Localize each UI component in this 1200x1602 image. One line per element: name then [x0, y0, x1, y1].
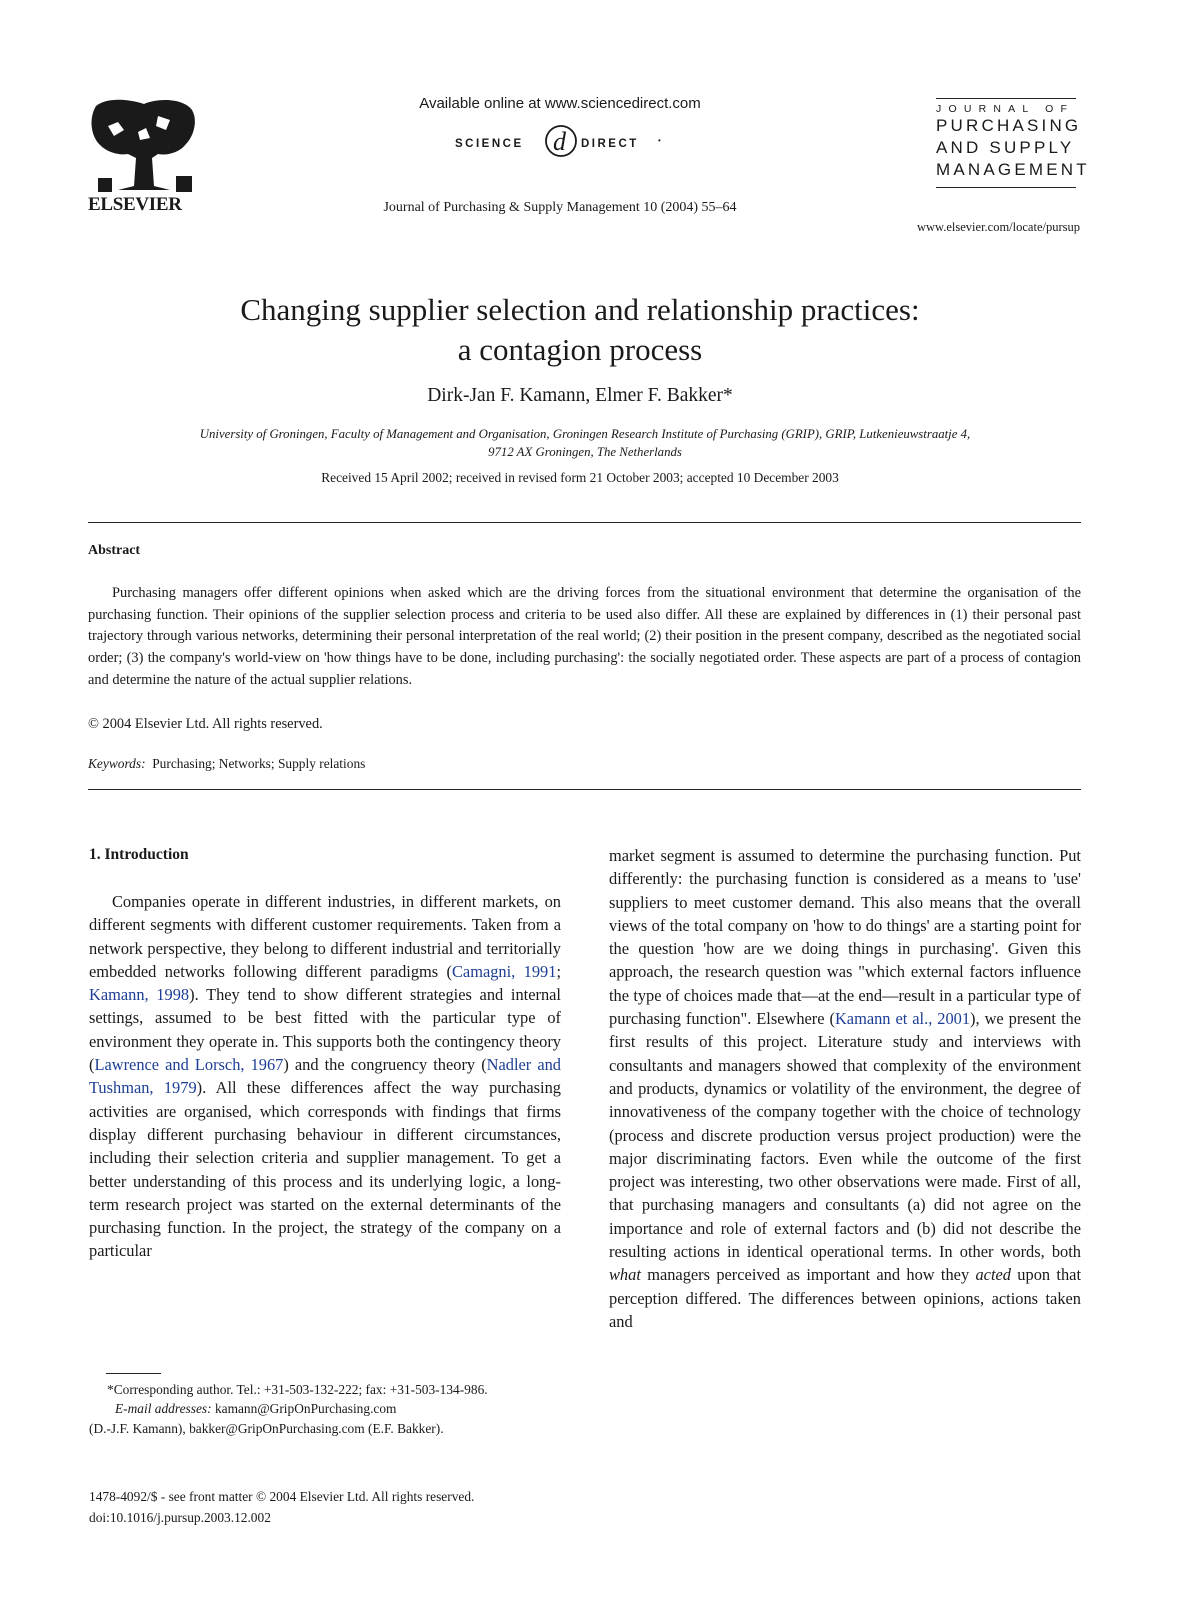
footnote-emails: [89, 1399, 561, 1418]
footnote-emails-line2: (D.-J.F. Kamann), bakker@GripOnPurchasing.com (E.F. Bakker).: [89, 1420, 444, 1436]
received-dates: Received 15 April 2002; received in revised form 21 October 2003; accepted 10 December 2003: [321, 470, 839, 485]
abstract-body: Purchasing managers offer different opinions when asked which are the driving forces from the situational environment that determine the organisation of the purchasing function. Their opinions of the supplier selection process and criteria to be used also differ. All these are explained by differences in (1) their personal past trajectory through various networks, determining their personal interpretation of the real world; (2) their position in the present company, described as the negotiated social order; (3) the company's world-view on 'how things have to be done, including purchasing': the socially negotiated order. These aspects are part of a process of contagion and determine the nature of the actual supplier relations.: [88, 585, 1081, 688]
continued-paragraph: [609, 844, 1081, 1333]
title-line-2: a contagion process: [457, 332, 703, 367]
rule-above-abstract: [88, 522, 1081, 523]
text-run: upon that perception differed. The differences between opinions, actions taken and: [609, 1265, 1081, 1331]
journal-line-1: PURCHASING: [936, 116, 1082, 135]
text-run: ). All these differences affect the way purchasing activities are organised, which corresponds with findings that firms display different purchasing behaviour in different circumstances, including their selection criteria and supplier management. To get a better understanding of this process and its underlying logic, a long-term research project was started on the external determinants of the purchasing function. In the project, the strategy of the company on a particular: [89, 1078, 561, 1261]
rule-below-abstract: [88, 789, 1081, 790]
masthead-rule-bottom: [936, 187, 1076, 188]
right-column: [609, 844, 1081, 1333]
keywords: [88, 756, 365, 772]
emphasis-what: what: [609, 1265, 641, 1285]
email-label: E-mail addresses:: [115, 1401, 212, 1417]
journal-line-2: AND SUPPLY: [936, 138, 1075, 157]
article-title: [80, 290, 1080, 370]
journal-masthead: [936, 98, 1090, 188]
emphasis-acted: acted: [975, 1265, 1011, 1285]
section-heading-introduction: 1. Introduction: [89, 846, 189, 863]
text-run: ), we present the first results of this project. Literature study and interviews with consultants and managers showed that complexity of the environment and products, dynamics or volatility of the environment, the degree of innovativeness of the company together with the choice of technology (process and discrete production versus project production) were the major discriminating factors. Even while the outcome of the first project was interesting, two other observations were made. First of all, that purchasing managers and consultants (a) did not agree on the importance and role of external factors and (b) did not describe the resulting actions in identical operational terms. In other words, both: [609, 1009, 1081, 1262]
text-run: ;: [556, 961, 562, 981]
masthead-rule-top: [936, 98, 1076, 99]
available-online-text: Available online at www.sciencedirect.com: [419, 95, 701, 112]
citation-link-kamann-1998[interactable]: Kamann, 1998: [89, 985, 190, 1005]
abstract-copyright: © 2004 Elsevier Ltd. All rights reserved.: [88, 716, 323, 732]
affiliation-line-1: University of Groningen, Faculty of Management and Organisation, Groningen Research Institute of Purchasing (GRIP), GRIP, Lutkenieuwstraatje 4,: [199, 427, 971, 441]
text-run: ) and the congruency theory (: [283, 1055, 487, 1075]
text-run: market segment is assumed to determine the purchasing function. Put differently: the purchasing function is considered as a means to 'use' suppliers to meet customer demand. This also means that the overall views of the total company on 'how to do things' are a starting point for the question 'how are we doing things in purchasing'. Given this approach, the research question was "which external factors influence the type of choices made that—at the end—result in a particular type of purchasing function". Elsewhere (: [609, 846, 1081, 1029]
email-link-kamann[interactable]: kamann@GripOnPurchasing.com: [214, 1401, 397, 1417]
abstract-heading: Abstract: [88, 543, 141, 558]
doi-link[interactable]: doi:10.1016/j.pursup.2003.12.002: [89, 1510, 271, 1525]
sd-mark: •: [658, 136, 661, 145]
journal-line-3: MANAGEMENT: [936, 160, 1090, 179]
text-run: Companies operate in different industries, in different markets, on different segments with different customer requirements. Taken from a network perspective, they belong to different industrial and territorially embedded networks following different paradigms (: [89, 892, 561, 981]
citation-link-lawrence-lorsch[interactable]: Lawrence and Lorsch, 1967: [94, 1055, 284, 1075]
front-matter: [89, 1486, 474, 1528]
journal-citation: Journal of Purchasing & Supply Management 10 (2004) 55–64: [383, 200, 737, 215]
text-run: managers perceived as important and how they: [640, 1265, 976, 1285]
front-matter-line: 1478-4092/$ - see front matter © 2004 Elsevier Ltd. All rights reserved.: [89, 1489, 475, 1504]
sciencedirect-logo: [455, 121, 670, 161]
citation-link-camagni[interactable]: Camagni, 1991: [452, 961, 557, 981]
footnotes: [89, 1380, 561, 1438]
sd-right-text: DIRECT: [581, 138, 639, 150]
affiliation: [90, 425, 1080, 461]
journal-word: JOURNAL OF: [936, 103, 1075, 115]
intro-paragraph: [89, 890, 561, 1263]
authors: Dirk-Jan F. Kamann, Elmer F. Bakker*: [427, 385, 733, 406]
sd-at-glyph: d: [553, 127, 566, 156]
affiliation-line-2: 9712 AX Groningen, The Netherlands: [488, 445, 682, 459]
journal-url-link[interactable]: www.elsevier.com/locate/pursup: [916, 220, 1080, 234]
title-line-1: Changing supplier selection and relationship practices:: [240, 292, 920, 327]
left-column: [89, 890, 561, 1263]
sd-left-text: SCIENCE: [455, 138, 524, 150]
text-run: ). They tend to show different strategies and internal settings, assumed to be best fitted with the particular type of environment they operate in. This supports both the contingency theory (: [89, 985, 561, 1075]
footnote-rule: [106, 1373, 161, 1374]
keywords-list: Purchasing; Networks; Supply relations: [152, 756, 366, 771]
footnote-corresponding: *Corresponding author. Tel.: +31-503-132-222; fax: +31-503-134-986.: [107, 1382, 488, 1397]
keywords-label: Keywords:: [88, 756, 146, 771]
citation-link-kamann-2001[interactable]: Kamann et al., 2001: [834, 1009, 971, 1029]
publisher-name: ELSEVIER: [88, 194, 182, 215]
citation-link-nadler-tushman[interactable]: Nadler and Tushman, 1979: [89, 1055, 561, 1098]
